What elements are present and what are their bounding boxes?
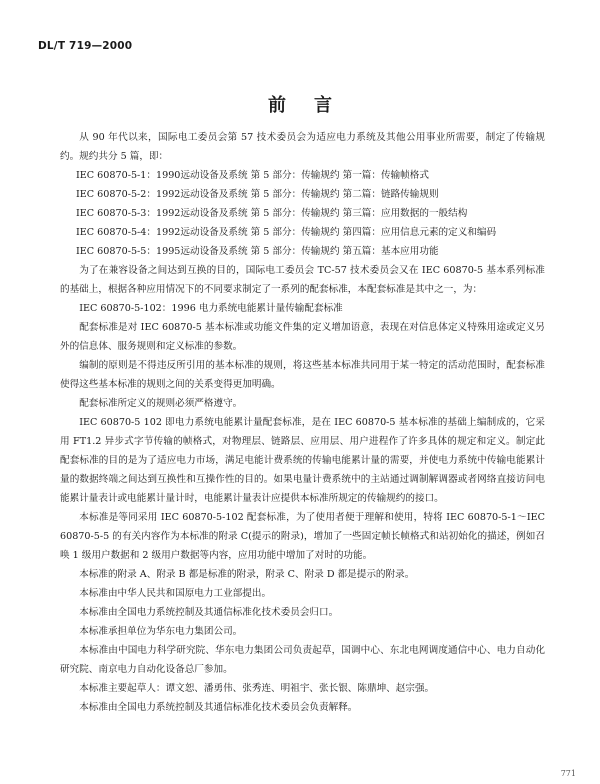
standard-code-ref: IEC 60870-5-5：1995 xyxy=(76,246,181,257)
paragraph: 本标准的附录 A、附录 B 都是标准的附录，附录 C、附录 D 都是提示的附录。 xyxy=(79,569,415,580)
standard-desc: 远动设备及系统 第 5 部分：传输规约 第三篇：应用数据的一般结构 xyxy=(180,208,468,219)
paragraph: 本标准由全国电力系统控制及其通信标准化技术委员会归口。 xyxy=(79,607,339,618)
standard-code-ref: IEC 60870-5-2：1992 xyxy=(76,189,181,200)
standard-desc: 远动设备及系统 第 5 部分：传输规约 第五篇：基本应用功能 xyxy=(180,246,439,257)
paragraph: 本标准由中国电力科学研究院、华东电力集团公司负责起草，国调中心、东北电网调度通信中心、电力自动化研究院、南京电力自动化设备总厂参加。 xyxy=(60,645,545,675)
page-title xyxy=(0,91,600,117)
standard-desc: 远动设备及系统 第 5 部分：传输规约 第一篇：传输帧格式 xyxy=(180,170,429,181)
standard-code: DL/T 719—2000 xyxy=(38,40,133,52)
standard-desc: 远动设备及系统 第 5 部分：传输规约 第四篇：应用信息元素的定义和编码 xyxy=(180,227,497,238)
paragraph: 从 90 年代以来，国际电工委员会第 57 技术委员会为适应电力系统及其他公用事业所需要，制定了传输规约。规约共分 5 篇，即： xyxy=(60,132,545,162)
paragraph: 为了在兼容设备之间达到互换的目的，国际电工委员会 TC-57 技术委员会又在 IEC 60870-5 基本系列标准的基础上，根据各种应用情况下的不同要求制定了一系列的配套标准，本配套标准是其中之一，为： xyxy=(60,265,545,295)
paragraph: 本标准是等同采用 IEC 60870-5-102 配套标准，为了使用者便于理解和使用，特将 IEC 60870-5-1～IEC 60870-5-5 的有关内容作为本标准的附录 C(提示的附录)，增加了一些固定帧长帧格式和站初始化的描述，例如召唤 1 级用户数据和 2 级用户数据等内容，应用功能中增加了对时的功能。 xyxy=(60,512,545,561)
preface-body xyxy=(60,128,545,717)
paragraph: 编制的原则是不得违反所引用的基本标准的规则，将这些基本标准共同用于某一特定的活动范围时，配套标准使得这些基本标准的规则之间的关系变得更加明确。 xyxy=(60,360,545,390)
standard-code-ref: IEC 60870-5-4：1992 xyxy=(76,227,181,238)
paragraph: 本标准由中华人民共和国原电力工业部提出。 xyxy=(79,588,272,599)
page-number: 771 xyxy=(560,769,576,778)
paragraph: IEC 60870-5-102：1996 电力系统电能累计量传输配套标准 xyxy=(79,303,343,314)
paragraph: 本标准主要起草人：谭文恕、潘勇伟、张秀连、明祖宇、张长银、陈鼎坤、赵宗强。 xyxy=(79,683,435,694)
standard-list-item xyxy=(60,204,545,223)
title-char: 言 xyxy=(314,95,332,116)
standard-list-item xyxy=(60,223,545,242)
standard-list-item xyxy=(60,166,545,185)
standard-list-item xyxy=(60,185,545,204)
standard-desc: 远动设备及系统 第 5 部分：传输规约 第二篇：链路传输规则 xyxy=(180,189,439,200)
paragraph: IEC 60870-5 102 即电力系统电能累计量配套标准，是在 IEC 60870-5 基本标准的基础上编制成的，它采用 FT1.2 异步式字节传输的帧格式，对物理层、链路层、应用层、用户进程作了许多具体的规定和定义。制定此配套标准的目的是为了适应电力市场，满足电能计费系统的传输电能累计量的需要，并使电力系统中传输电能累计量的数据终端之间达到互换性和互操作性的目的。如果电量计费系统中的主站通过调制解调器或者网络直接访问电能累计量表计或电能累计量计时，电能累计量表计应提供本标准所规定的传输规约的接口。 xyxy=(60,417,545,504)
paragraph: 配套标准是对 IEC 60870-5 基本标准或功能文件集的定义增加语意，表现在对信息体定义特殊用途或定义另外的信息体、服务规则和定义标准的参数。 xyxy=(60,322,545,352)
standard-code-ref: IEC 60870-5-1：1990 xyxy=(76,170,181,181)
paragraph: 本标准由全国电力系统控制及其通信标准化技术委员会负责解释。 xyxy=(79,702,358,713)
paragraph: 配套标准所定义的规则必须严格遵守。 xyxy=(79,398,243,409)
standard-code-ref: IEC 60870-5-3：1992 xyxy=(76,208,181,219)
standard-list-item xyxy=(60,242,545,261)
title-char: 前 xyxy=(268,95,286,116)
paragraph: 本标准承担单位为华东电力集团公司。 xyxy=(79,626,243,637)
